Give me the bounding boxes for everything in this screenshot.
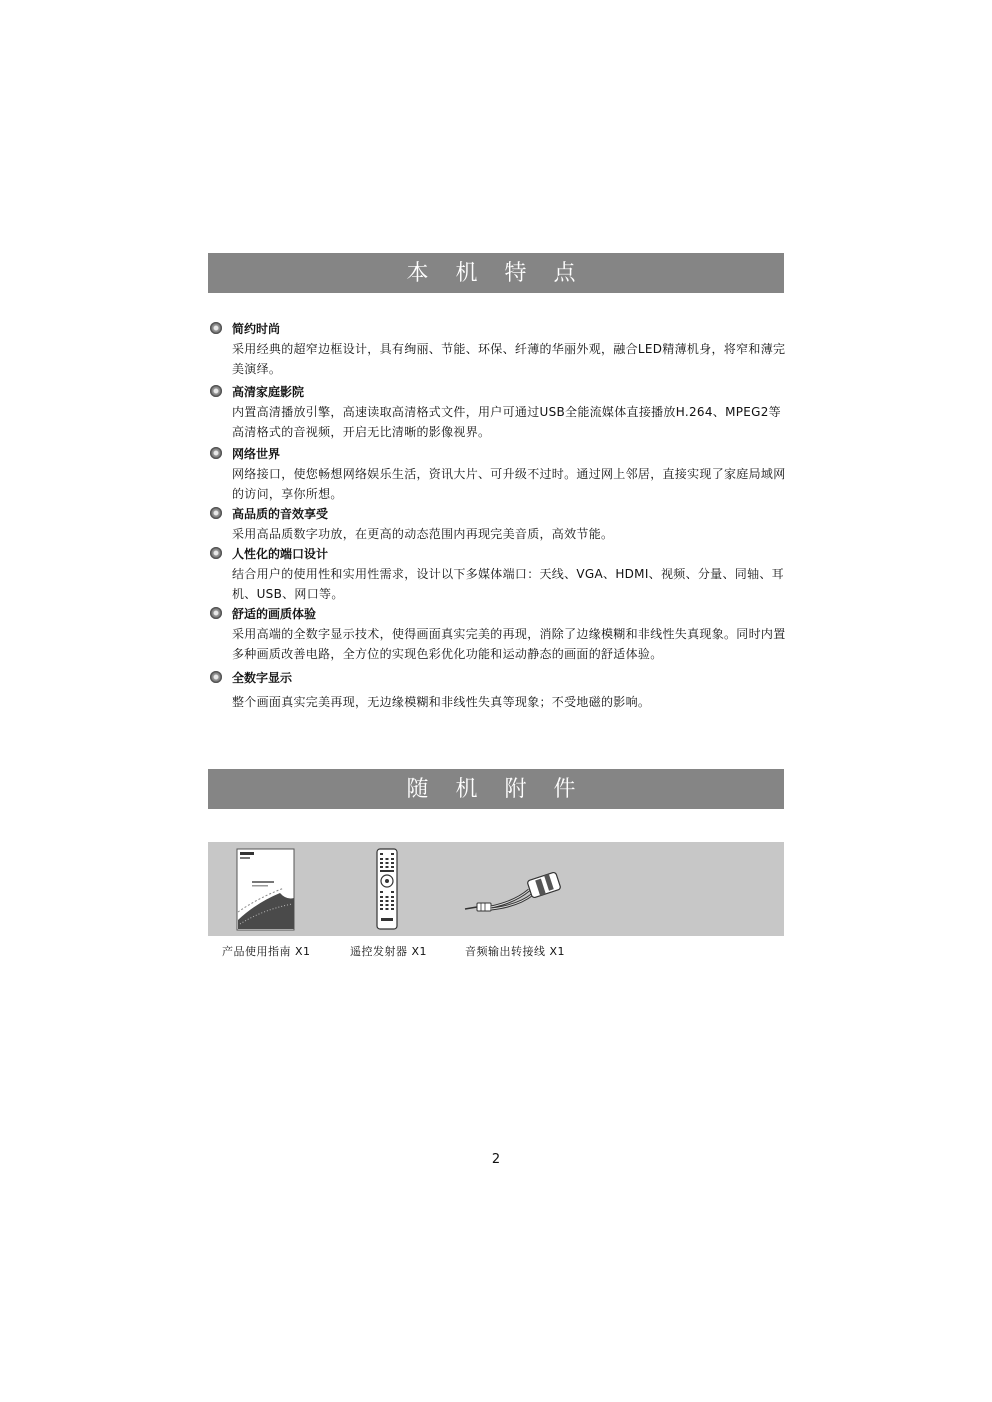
- bullet-icon: [210, 322, 222, 334]
- features-section-header: 本 机 特 点: [208, 253, 784, 293]
- accessories-section-header: 随 机 附 件: [208, 769, 784, 809]
- feature-title: 网络世界: [232, 446, 281, 461]
- feature-item: [210, 382, 788, 442]
- manual-icon: [236, 848, 296, 932]
- audio-cable-icon: [463, 866, 563, 916]
- feature-description: 采用高品质数字功放，在更高的动态范围内再现完美音质，高效节能。: [232, 527, 614, 541]
- feature-description: 采用经典的超窄边框设计，具有绚丽、节能、环保、纤薄的华丽外观，融合LED精薄机身，将窄和薄完美演绎。: [232, 342, 786, 376]
- accessory-label-remote: 遥控发射器 X1: [350, 945, 428, 958]
- remote-control-icon: [376, 848, 398, 930]
- feature-description: 结合用户的使用性和实用性需求，设计以下多媒体端口：天线、VGA、HDMI、视频、分量、同轴、耳机、USB、网口等。: [232, 567, 784, 601]
- feature-item: [210, 444, 788, 504]
- feature-title: 高清家庭影院: [232, 384, 305, 399]
- feature-item: [210, 504, 788, 544]
- feature-description: 采用高端的全数字显示技术，使得画面真实完美的再现，消除了边缘模糊和非线性失真现象。同时内置多种画质改善电路，全方位的实现色彩优化功能和运动静态的画面的舒适体验。: [232, 627, 786, 661]
- accessories-image-band: [208, 842, 784, 936]
- accessory-label-cable: 音频输出转接线 X1: [465, 945, 566, 958]
- feature-title: 高品质的音效享受: [232, 506, 329, 521]
- feature-title: 简约时尚: [232, 321, 281, 336]
- feature-description: 整个画面真实完美再现，无边缘模糊和非线性失真等现象；不受地磁的影响。: [232, 695, 651, 709]
- bullet-icon: [210, 447, 222, 459]
- bullet-icon: [210, 547, 222, 559]
- feature-item: [210, 668, 788, 712]
- feature-item: [210, 319, 788, 379]
- feature-item: [210, 604, 788, 664]
- feature-item: [210, 544, 788, 604]
- accessory-label-manual: 产品使用指南 X1: [222, 945, 311, 958]
- feature-title: 舒适的画质体验: [232, 606, 317, 621]
- feature-description: 内置高清播放引擎，高速读取高清格式文件，用户可通过USB全能流媒体直接播放H.264、MPEG2等高清格式的音视频，开启无比清晰的影像视界。: [232, 405, 781, 439]
- feature-title: 全数字显示: [232, 670, 293, 685]
- bullet-icon: [210, 607, 222, 619]
- feature-title: 人性化的端口设计: [232, 546, 329, 561]
- feature-description: 网络接口，使您畅想网络娱乐生活，资讯大片、可升级不过时。通过网上邻居，直接实现了家庭局域网的访问，享你所想。: [232, 467, 786, 501]
- bullet-icon: [210, 507, 222, 519]
- bullet-icon: [210, 671, 222, 683]
- page-number: 2: [491, 1152, 501, 1167]
- bullet-icon: [210, 385, 222, 397]
